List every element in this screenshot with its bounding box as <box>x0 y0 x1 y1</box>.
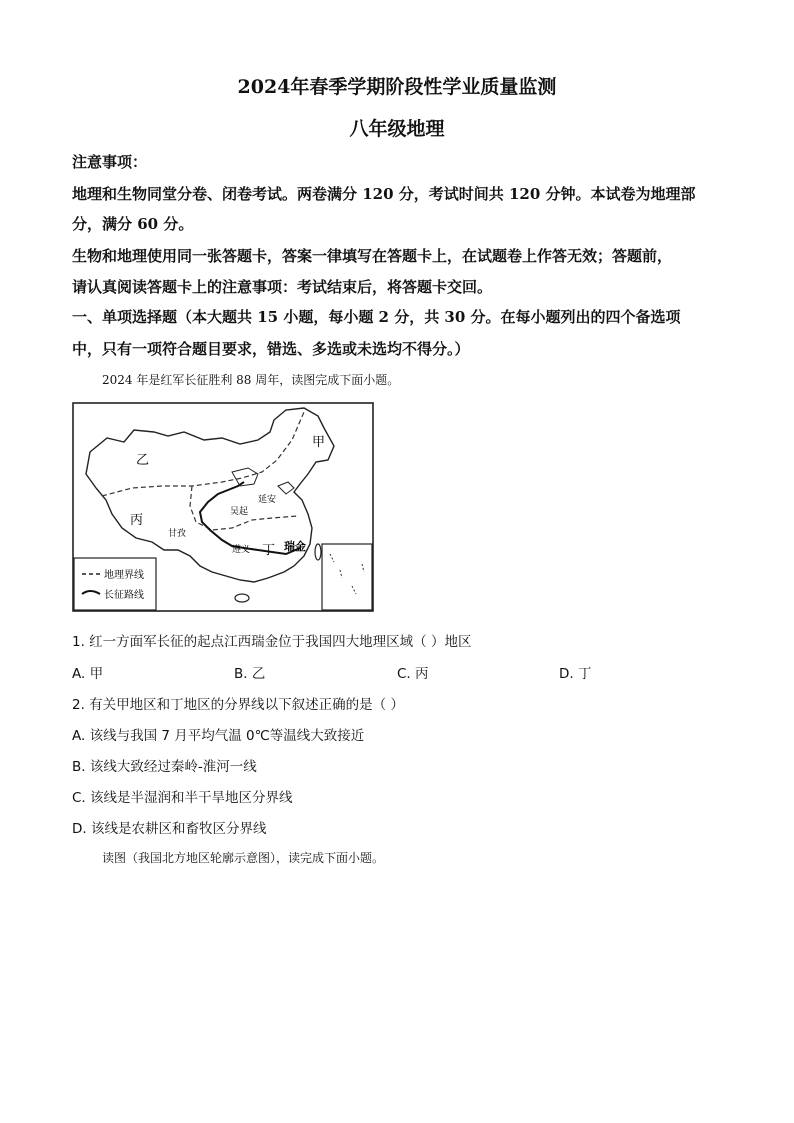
notice-heading: 注意事项： <box>72 153 148 171</box>
option-d[interactable]: D. 丁 <box>559 666 592 682</box>
region-label-yi: 乙 <box>136 452 150 467</box>
place-label-ganzi: 甘孜 <box>168 528 187 538</box>
map-legend <box>74 558 156 610</box>
intro-text: 读图（我国北方地区轮廓示意图），读完成下面小题。 <box>102 851 385 865</box>
option-d[interactable]: D. 该线是农耕区和畜牧区分界线 <box>72 821 267 837</box>
region-label-bing: 丙 <box>130 512 144 527</box>
notice-line: 请认真阅读答题卡上的注意事项：考试结束后，将答题卡交回。 <box>72 278 493 296</box>
legend-label-route: 长征路线 <box>104 590 144 601</box>
option-a[interactable]: A. 甲 <box>72 666 104 682</box>
exam-title: 2024年春季学期阶段性学业质量监测 <box>237 76 557 98</box>
place-label-ruijin: 瑞金 <box>284 541 306 553</box>
question-stem: 2. 有关甲地区和丁地区的分界线以下叙述正确的是（ ） <box>72 697 404 713</box>
exam-subtitle: 八年级地理 <box>349 118 445 140</box>
question-stem: 1. 红一方面军长征的起点江西瑞金位于我国四大地理区域（ ）地区 <box>72 634 472 650</box>
china-map-figure <box>72 402 374 612</box>
region-label-ding: 丁 <box>262 542 276 557</box>
place-label-yanan: 延安 <box>258 494 277 504</box>
notice-line: 生物和地理使用同一张答题卡，答案一律填写在答题卡上，在试题卷上作答无效；答题前， <box>72 247 673 265</box>
intro-text: 2024 年是红军长征胜利 88 周年，读图完成下面小题。 <box>102 373 400 387</box>
option-c[interactable]: C. 丙 <box>397 666 429 682</box>
notice-line: 地理和生物同堂分卷、闭卷考试。两卷满分 120 分，考试时间共 120 分钟。本试卷为地理部 <box>72 185 696 203</box>
section-heading: 一、单项选择题（本大题共 15 小题，每小题 2 分，共 30 分。在每小题列出的四个备选项 <box>72 308 681 326</box>
option-b[interactable]: B. 乙 <box>234 666 266 682</box>
notice-line: 分，满分 60 分。 <box>72 215 194 233</box>
option-a[interactable]: A. 该线与我国 7 月平均气温 0℃等温线大致接近 <box>72 728 365 744</box>
section-heading: 中，只有一项符合题目要求，错选、多选或未选均不得分。） <box>72 340 470 358</box>
region-label-jia: 甲 <box>312 434 326 449</box>
option-b[interactable]: B. 该线大致经过秦岭-淮河一线 <box>72 759 257 775</box>
south-china-sea-inset <box>322 544 372 610</box>
legend-label-boundary: 地理界线 <box>104 570 144 581</box>
place-label-wuqi: 吴起 <box>230 506 249 516</box>
place-label-zunyi: 遵义 <box>232 544 251 554</box>
option-c[interactable]: C. 该线是半湿润和半干旱地区分界线 <box>72 790 293 806</box>
